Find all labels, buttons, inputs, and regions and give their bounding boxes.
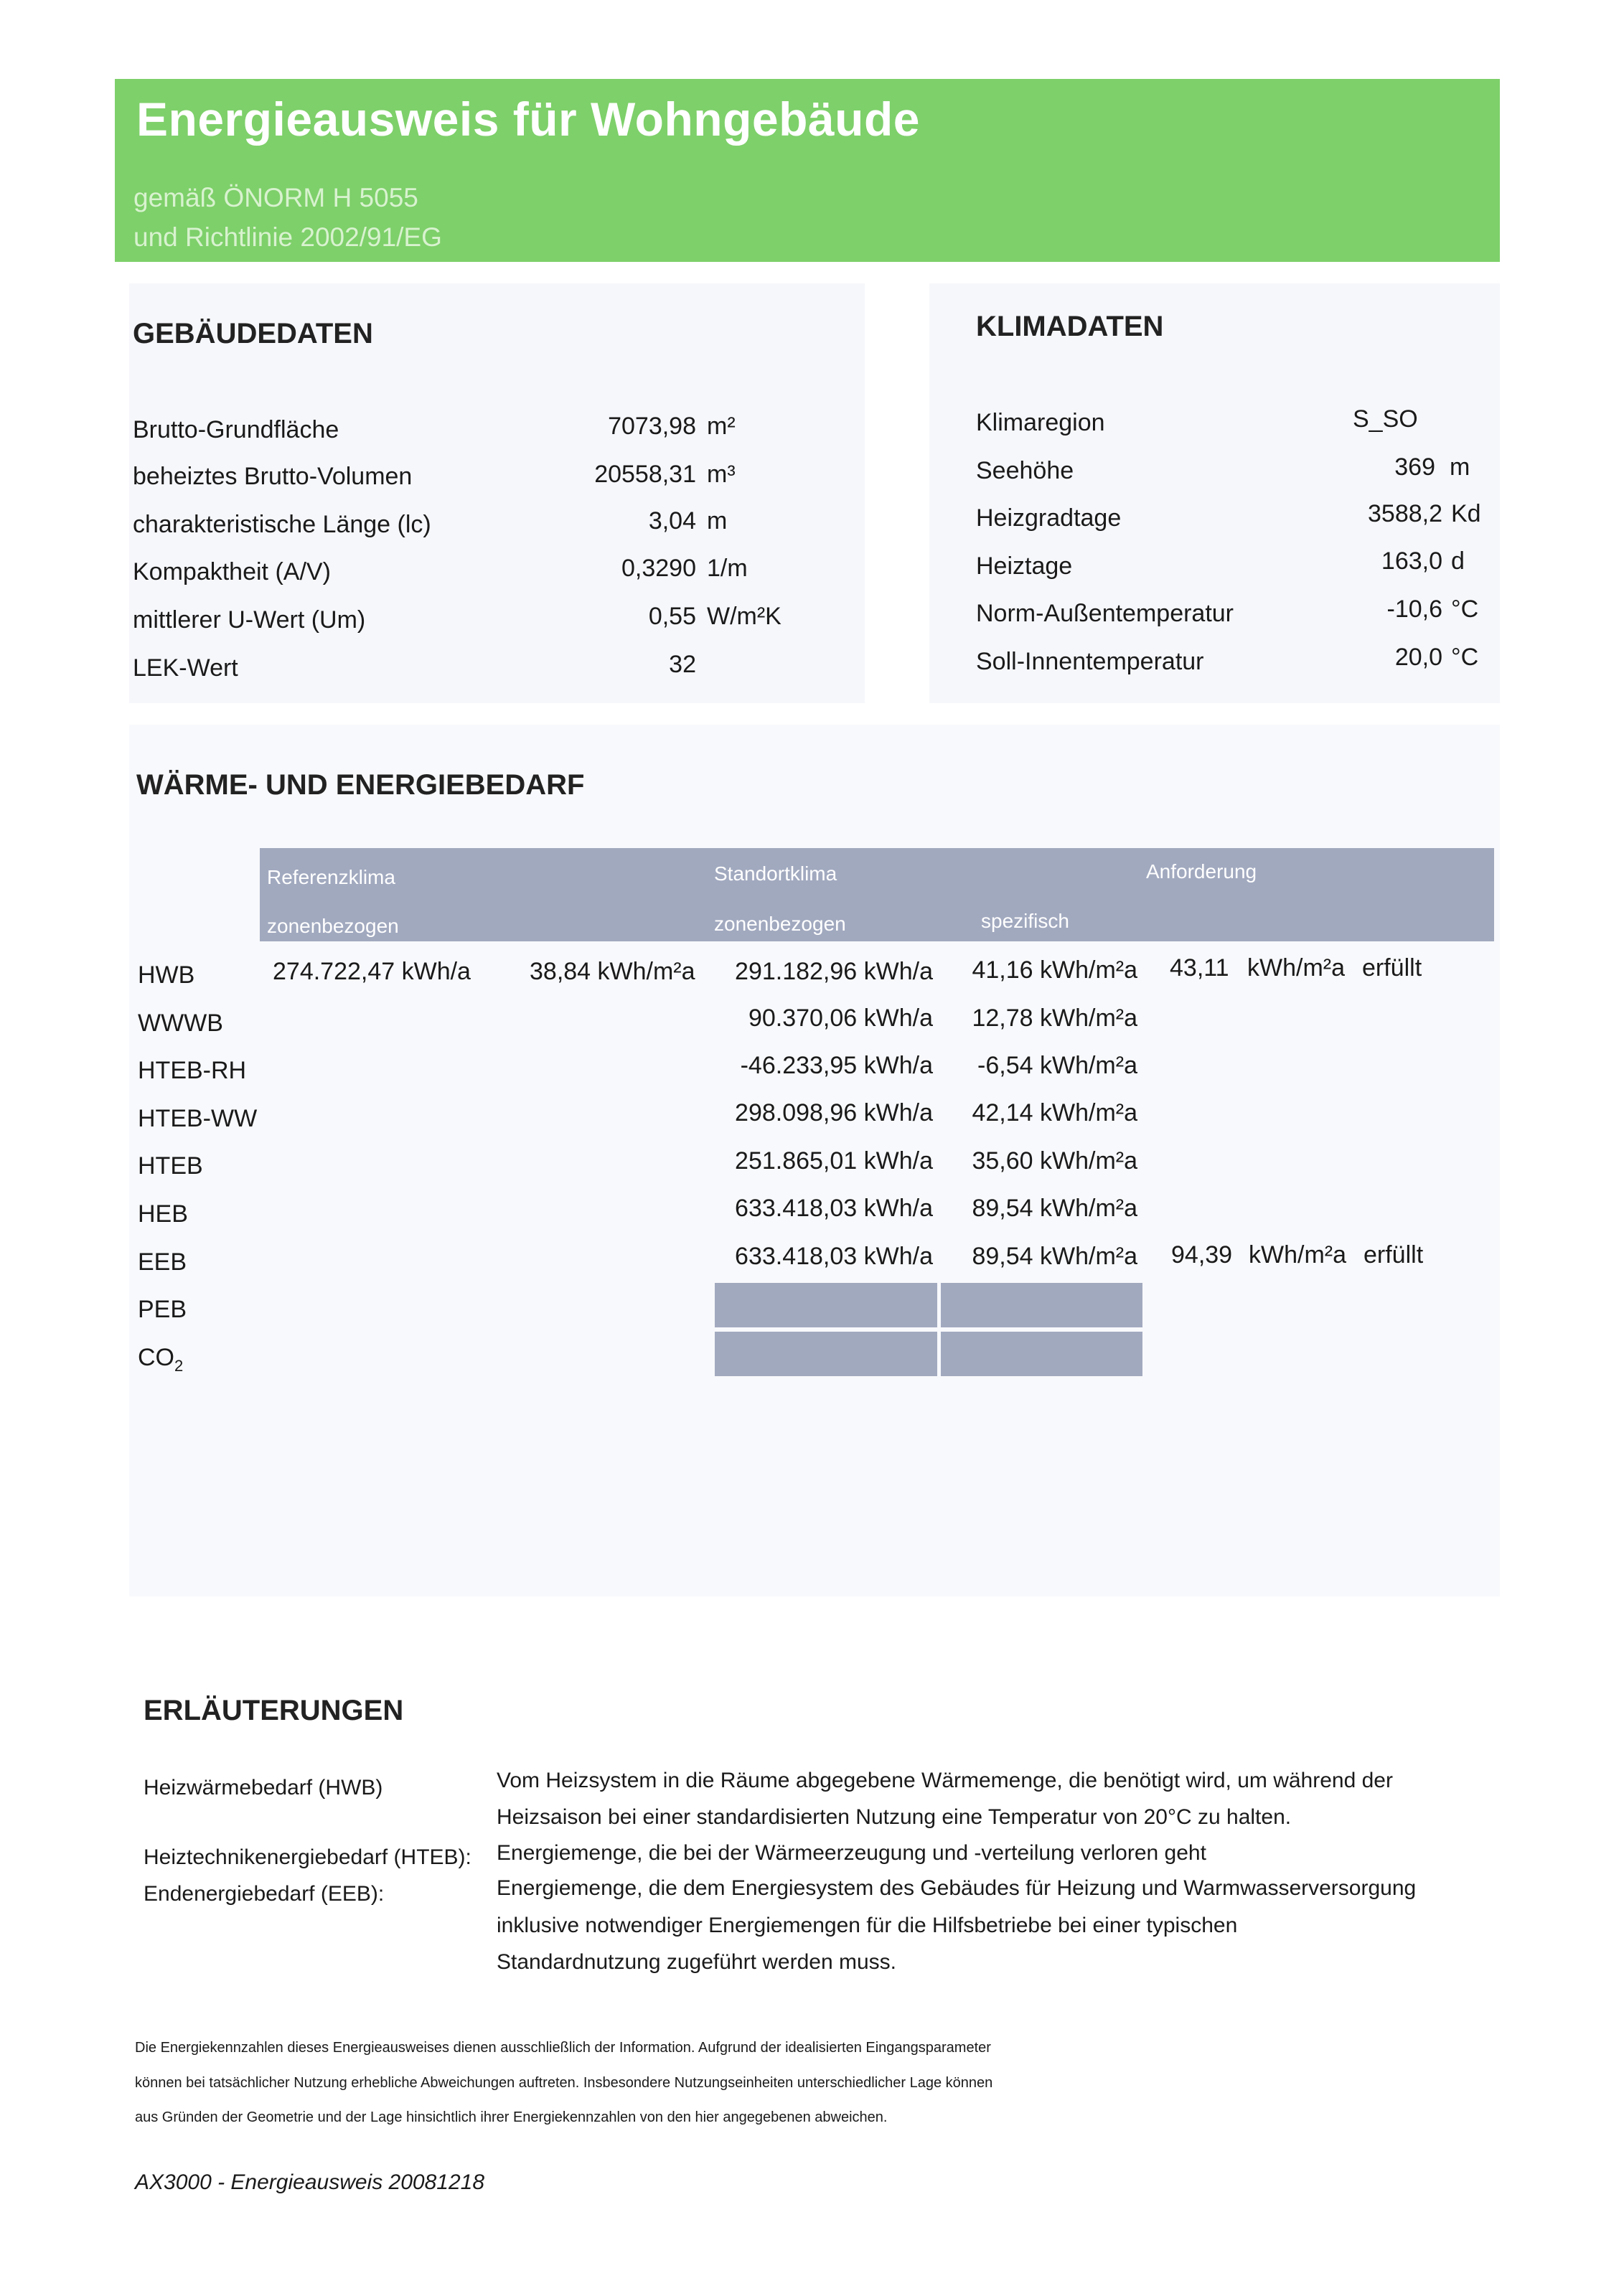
site-zone-value: 298.098,96 kWh/a (735, 1099, 933, 1126)
requirement-unit: kWh/m²a (1247, 954, 1345, 982)
climate-unit: °C (1451, 644, 1479, 671)
header-site-climate: Standortklima (714, 862, 837, 885)
climate-label: Klimaregion (976, 409, 1105, 436)
site-zone-value: -46.233,95 kWh/a (740, 1052, 933, 1079)
eeb-explanation-text: inklusive notwendiger Energiemengen für die Hilfsbetriebe bei einer typischen (497, 1914, 1238, 1937)
header-banner (115, 79, 1500, 262)
document-title: Energieausweis für Wohngebäude (136, 93, 920, 146)
hteb-explanation-text: Energiemenge, die bei der Wärmeerzeugung und -verteilung verloren geht (497, 1841, 1206, 1865)
co2-label: CO (138, 1344, 174, 1371)
disclaimer-line: können bei tatsächlicher Nutzung erhebliche Abweichungen auftreten. Insbesondere Nutzungseinheiten unterschiedlicher Lage können (135, 2075, 993, 2091)
hwb-explanation-label: Heizwärmebedarf (HWB) (144, 1776, 383, 1799)
explanations-title: ERLÄUTERUNGEN (144, 1695, 404, 1726)
header-reference-climate: Referenzklima (267, 866, 395, 888)
climate-unit: m (1450, 453, 1470, 481)
site-zone-value: 633.418,03 kWh/a (735, 1195, 933, 1222)
building-value: 0,55 (648, 603, 696, 630)
climate-label: Seehöhe (976, 457, 1074, 484)
site-zone-value: 291.182,96 kWh/a (735, 958, 933, 985)
header-site-zone: zonenbezogen (714, 913, 846, 935)
co2-site-spec-empty-cell (941, 1332, 1142, 1376)
building-label: mittlerer U-Wert (Um) (133, 606, 366, 634)
building-value: 3,04 (648, 507, 696, 535)
eeb-explanation-text: Standardnutzung zugeführt werden muss. (497, 1950, 897, 1974)
header-requirement: Anforderung (1146, 860, 1257, 883)
site-spec-value: 35,60 kWh/m²a (972, 1147, 1137, 1175)
site-spec-value: 12,78 kWh/m²a (972, 1004, 1137, 1032)
energy-row-label: HTEB (138, 1152, 203, 1180)
building-value: 32 (669, 651, 696, 678)
hteb-explanation-label: Heiztechnikenergiebedarf (HTEB): (144, 1845, 471, 1869)
site-spec-value: 89,54 kWh/m²a (972, 1195, 1137, 1222)
co2-site-zone-empty-cell (715, 1332, 937, 1376)
climate-unit: °C (1451, 596, 1479, 623)
climate-data-panel (929, 283, 1500, 703)
document-subtitle-directive: und Richtlinie 2002/91/EG (133, 222, 442, 252)
eeb-explanation-text: Energiemenge, die dem Energiesystem des Gebäudes für Heizung und Warmwasserversorgung (497, 1876, 1417, 1900)
climate-value: 3588,2 (1368, 500, 1442, 527)
disclaimer-line: Die Energiekennzahlen dieses Energieausweises dienen ausschließlich der Information. Aufgrund der idealisierten Eingangsparameter (135, 2040, 991, 2056)
building-label: beheiztes Brutto-Volumen (133, 463, 413, 490)
climate-value: S_SO (1353, 405, 1418, 433)
climate-value: 20,0 (1394, 644, 1442, 671)
energy-row-label: HTEB-RH (138, 1057, 247, 1084)
energy-table-header (260, 848, 1494, 941)
hwb-explanation-text: Vom Heizsystem in die Räume abgegebene Wärmemenge, die benötigt wird, um während der (497, 1769, 1393, 1792)
climate-label: Norm-Außentemperatur (976, 600, 1234, 627)
disclaimer-line: aus Gründen der Geometrie und der Lage hinsichtlich ihrer Energiekennzahlen von den hier angegebenen abweichen. (135, 2109, 888, 2125)
energy-row-label: WWWB (138, 1010, 223, 1037)
building-label: charakteristische Länge (lc) (133, 511, 431, 538)
building-unit: m (707, 507, 728, 535)
footer-version: AX3000 - Energieausweis 20081218 (135, 2170, 485, 2194)
building-unit: 1/m (707, 555, 748, 582)
climate-unit: Kd (1451, 500, 1481, 527)
site-spec-value: 42,14 kWh/m²a (972, 1099, 1137, 1126)
energy-row-label: HEB (138, 1200, 188, 1228)
site-spec-value: 89,54 kWh/m²a (972, 1243, 1137, 1270)
building-value: 0,3290 (621, 555, 696, 582)
energy-row-label: EEB (138, 1248, 187, 1276)
energy-title: WÄRME- UND ENERGIEBEDARF (136, 769, 585, 801)
climate-unit: d (1451, 547, 1465, 575)
peb-site-spec-empty-cell (941, 1283, 1142, 1327)
header-reference-zone: zonenbezogen (267, 915, 399, 937)
hwb-explanation-text: Heizsaison bei einer standardisierten Nutzung eine Temperatur von 20°C zu halten. (497, 1805, 1292, 1829)
header-site-specific: spezifisch (981, 910, 1069, 932)
requirement-status: erfüllt (1362, 954, 1422, 982)
ref-spec-value: 38,84 kWh/m²a (530, 958, 695, 985)
climate-label: Heiztage (976, 552, 1073, 580)
energy-row-label: HTEB-WW (138, 1105, 258, 1132)
building-label: Kompaktheit (A/V) (133, 558, 331, 585)
climate-value: -10,6 (1386, 596, 1442, 623)
eeb-explanation-label: Endenergiebedarf (EEB): (144, 1882, 385, 1906)
requirement-value: 43,11 (1170, 954, 1229, 982)
climate-label: Soll-Innentemperatur (976, 648, 1204, 675)
ref-zone-value: 274.722,47 kWh/a (273, 958, 471, 985)
building-label: Brutto-Grundfläche (133, 416, 339, 443)
climate-value: 369 (1394, 453, 1435, 481)
site-zone-value: 251.865,01 kWh/a (735, 1147, 933, 1175)
climate-label: Heizgradtage (976, 504, 1122, 532)
co2-subscript: 2 (174, 1356, 184, 1375)
document-subtitle-norm: gemäß ÖNORM H 5055 (133, 183, 418, 212)
building-data-title: GEBÄUDEDATEN (133, 318, 373, 349)
building-value: 7073,98 (608, 413, 696, 440)
building-unit: m² (707, 413, 736, 440)
site-spec-value: 41,16 kWh/m²a (972, 956, 1137, 984)
site-spec-value: -6,54 kWh/m²a (977, 1052, 1137, 1079)
site-zone-value: 633.418,03 kWh/a (735, 1243, 933, 1270)
requirement-value: 94,39 (1171, 1241, 1233, 1269)
site-zone-value: 90.370,06 kWh/a (748, 1004, 933, 1032)
requirement-unit: kWh/m²a (1249, 1241, 1346, 1269)
building-unit: m³ (707, 461, 736, 488)
peb-site-zone-empty-cell (715, 1283, 937, 1327)
energy-row-label (138, 1344, 183, 1375)
climate-data-title: KLIMADATEN (976, 311, 1164, 342)
building-unit: W/m²K (707, 603, 782, 630)
energy-row-label: PEB (138, 1296, 187, 1323)
requirement-status: erfüllt (1363, 1241, 1424, 1269)
energy-row-label: HWB (138, 961, 195, 989)
climate-value: 163,0 (1381, 547, 1442, 575)
building-label: LEK-Wert (133, 654, 238, 682)
building-value: 20558,31 (594, 461, 696, 488)
